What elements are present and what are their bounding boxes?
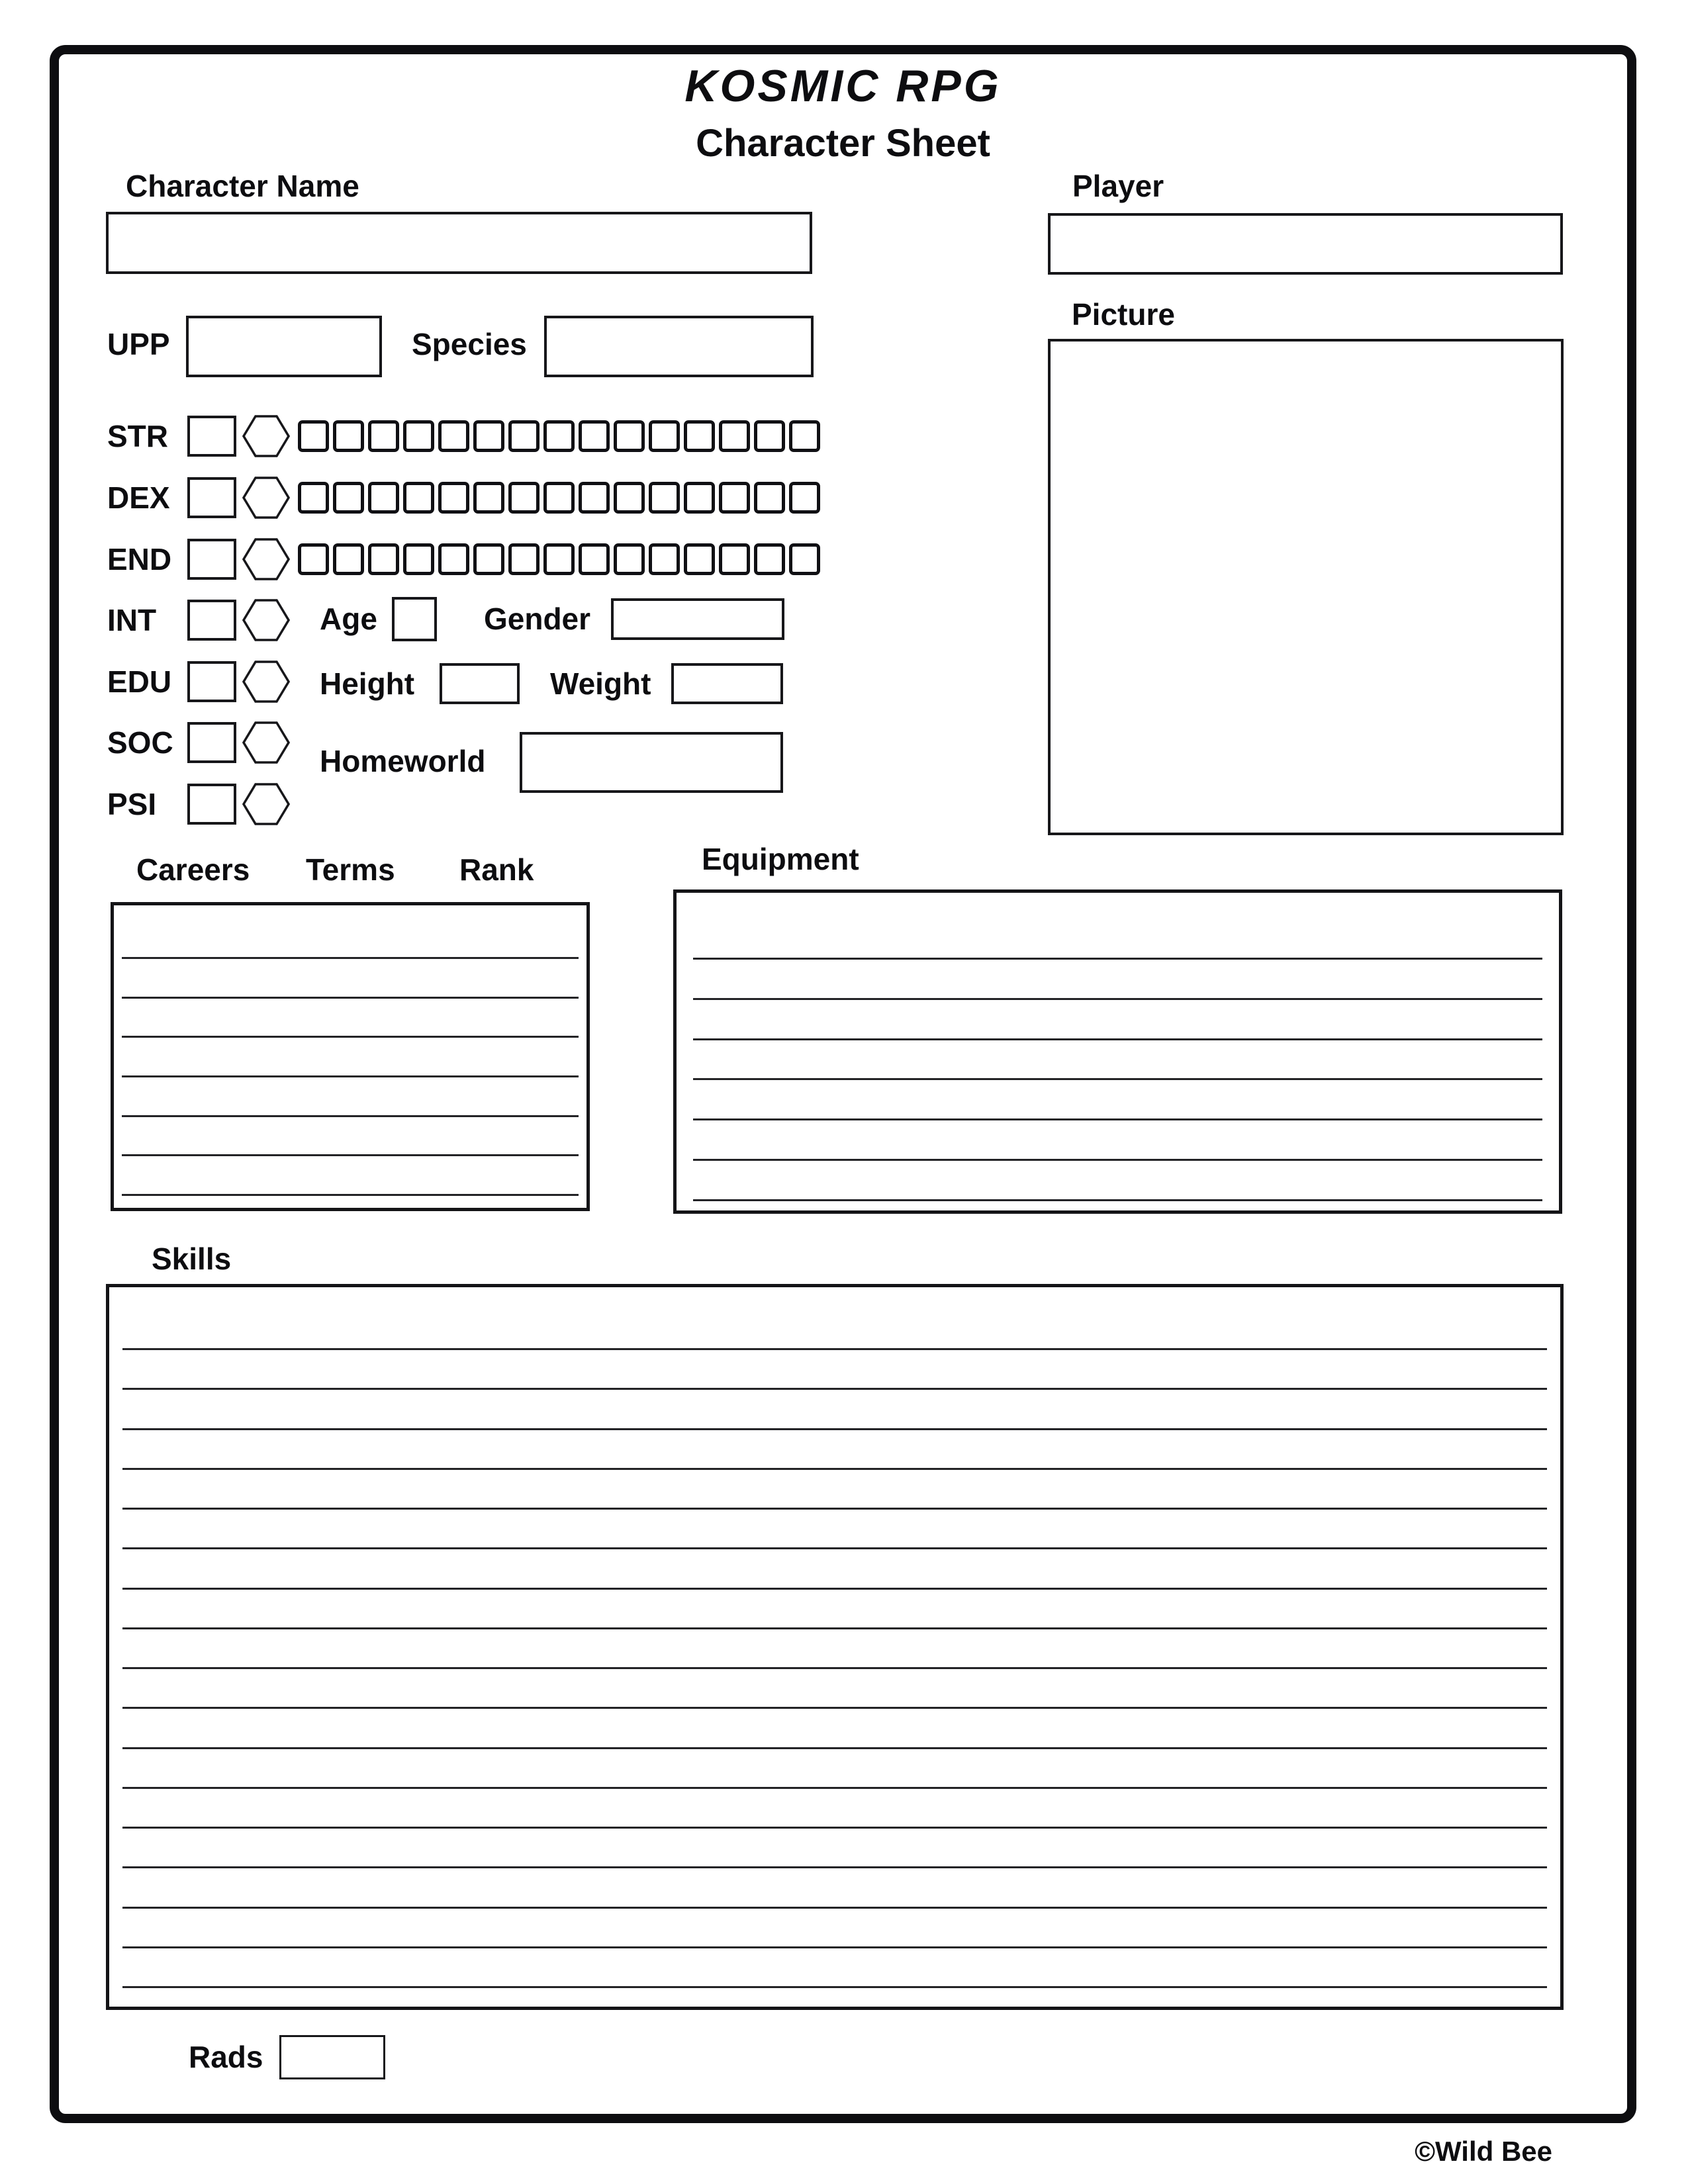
attribute-score-box[interactable] (187, 477, 236, 518)
damage-pip[interactable] (508, 543, 539, 575)
damage-pip[interactable] (789, 543, 820, 575)
damage-pip[interactable] (684, 420, 715, 452)
sheet-subtitle: Character Sheet (696, 122, 990, 165)
ruled-line (693, 1159, 1542, 1161)
damage-track (298, 482, 820, 514)
player-label: Player (1072, 169, 1164, 203)
ruled-line (122, 1547, 1547, 1549)
attribute-score-box[interactable] (187, 539, 236, 580)
rads-label: Rads (189, 2040, 263, 2074)
damage-pip[interactable] (754, 420, 785, 452)
skills-box[interactable] (106, 1284, 1564, 2010)
damage-pip[interactable] (579, 543, 610, 575)
attribute-score-box[interactable] (187, 784, 236, 825)
damage-pip[interactable] (754, 543, 785, 575)
damage-pip[interactable] (368, 482, 399, 514)
species-input[interactable] (544, 316, 814, 377)
damage-pip[interactable] (789, 420, 820, 452)
gender-label: Gender (484, 602, 591, 636)
attribute-row-int (107, 589, 298, 651)
picture-box[interactable] (1048, 339, 1564, 835)
gender-input[interactable] (611, 598, 784, 640)
copyright-text: ©Wild Bee (1415, 2136, 1552, 2167)
damage-pip[interactable] (298, 543, 329, 575)
age-input[interactable] (392, 597, 437, 641)
careers-header-terms: Terms (306, 852, 395, 887)
attribute-hex-box[interactable] (242, 414, 290, 458)
ruled-line (693, 1118, 1542, 1120)
equipment-label: Equipment (702, 842, 859, 876)
ruled-line (122, 1946, 1547, 1948)
upp-label: UPP (107, 327, 170, 361)
ruled-line (122, 1388, 1547, 1390)
damage-pip[interactable] (649, 420, 680, 452)
ruled-line (122, 1866, 1547, 1868)
skills-label: Skills (152, 1242, 232, 1276)
ruled-line (693, 1038, 1542, 1040)
attribute-row-dex (107, 467, 820, 528)
weight-input[interactable] (671, 663, 783, 704)
damage-pip[interactable] (579, 482, 610, 514)
character-name-label: Character Name (126, 169, 359, 203)
rads-input[interactable] (279, 2035, 385, 2079)
damage-pip[interactable] (403, 420, 434, 452)
damage-pip[interactable] (719, 543, 750, 575)
ruled-line (122, 1787, 1547, 1789)
ruled-line (122, 1986, 1547, 1988)
careers-box[interactable] (111, 902, 590, 1211)
damage-pip[interactable] (438, 543, 469, 575)
damage-pip[interactable] (333, 482, 364, 514)
damage-pip[interactable] (298, 420, 329, 452)
ruled-line (122, 1428, 1547, 1430)
attribute-label: INT (107, 602, 157, 637)
damage-pip[interactable] (403, 482, 434, 514)
character-name-input[interactable] (106, 212, 812, 274)
damage-pip[interactable] (649, 543, 680, 575)
attribute-hex-box[interactable] (242, 721, 290, 764)
attribute-score-box[interactable] (187, 416, 236, 457)
ruled-line (122, 957, 579, 959)
attribute-label: STR (107, 418, 168, 453)
ruled-line (693, 998, 1542, 1000)
attribute-row-end (107, 528, 820, 590)
attribute-hex-box[interactable] (242, 598, 290, 642)
attribute-label: END (107, 541, 172, 576)
ruled-line (693, 1199, 1542, 1201)
damage-pip[interactable] (473, 543, 504, 575)
damage-pip[interactable] (719, 482, 750, 514)
ruled-line (122, 1627, 1547, 1629)
damage-pip[interactable] (438, 482, 469, 514)
ruled-line (122, 1154, 579, 1156)
ruled-line (693, 958, 1542, 960)
homeworld-input[interactable] (520, 732, 783, 793)
age-label: Age (320, 602, 377, 636)
picture-label: Picture (1072, 297, 1175, 332)
species-label: Species (412, 327, 527, 361)
ruled-line (122, 1707, 1547, 1709)
ruled-line (122, 1468, 1547, 1470)
ruled-line (122, 1667, 1547, 1669)
damage-pip[interactable] (614, 543, 645, 575)
ruled-line (122, 1907, 1547, 1909)
attribute-row-str (107, 405, 820, 467)
damage-pip[interactable] (543, 543, 575, 575)
damage-pip[interactable] (438, 420, 469, 452)
ruled-line (693, 1078, 1542, 1080)
damage-pip[interactable] (368, 543, 399, 575)
height-label: Height (320, 666, 415, 701)
damage-pip[interactable] (473, 482, 504, 514)
attribute-row-soc (107, 711, 298, 773)
damage-pip[interactable] (543, 482, 575, 514)
ruled-line (122, 1075, 579, 1077)
attribute-score-box[interactable] (187, 661, 236, 702)
damage-pip[interactable] (333, 420, 364, 452)
equipment-box[interactable] (673, 889, 1562, 1214)
attribute-label: SOC (107, 725, 173, 760)
attribute-label: DEX (107, 480, 170, 515)
upp-input[interactable] (186, 316, 382, 377)
ruled-line (122, 1036, 579, 1038)
damage-pip[interactable] (614, 482, 645, 514)
attribute-label: EDU (107, 664, 172, 699)
ruled-line (122, 1508, 1547, 1510)
weight-label: Weight (550, 666, 651, 701)
attribute-score-box[interactable] (187, 722, 236, 763)
ruled-line (122, 997, 579, 999)
careers-header-rank: Rank (459, 852, 534, 887)
damage-pip[interactable] (403, 543, 434, 575)
ruled-line (122, 1827, 1547, 1829)
attribute-hex-box[interactable] (242, 476, 290, 520)
attribute-hex-box[interactable] (242, 660, 290, 704)
damage-pip[interactable] (333, 543, 364, 575)
damage-track (298, 543, 820, 575)
damage-pip[interactable] (368, 420, 399, 452)
careers-header-careers: Careers (136, 852, 250, 887)
attribute-hex-box[interactable] (242, 782, 290, 826)
ruled-line (122, 1747, 1547, 1749)
player-input[interactable] (1048, 213, 1563, 275)
attribute-score-box[interactable] (187, 600, 236, 641)
damage-pip[interactable] (684, 543, 715, 575)
game-title: KOSMIC RPG (684, 61, 1002, 111)
ruled-line (122, 1348, 1547, 1350)
damage-pip[interactable] (508, 482, 539, 514)
attribute-label: PSI (107, 786, 157, 821)
homeworld-label: Homeworld (320, 744, 486, 778)
damage-pip[interactable] (508, 420, 539, 452)
damage-track (298, 420, 820, 452)
damage-pip[interactable] (579, 420, 610, 452)
ruled-line (122, 1194, 579, 1196)
damage-pip[interactable] (649, 482, 680, 514)
damage-pip[interactable] (543, 420, 575, 452)
damage-pip[interactable] (473, 420, 504, 452)
damage-pip[interactable] (754, 482, 785, 514)
damage-pip[interactable] (684, 482, 715, 514)
damage-pip[interactable] (719, 420, 750, 452)
attribute-hex-box[interactable] (242, 537, 290, 581)
attribute-row-edu (107, 651, 298, 712)
damage-pip[interactable] (789, 482, 820, 514)
ruled-line (122, 1588, 1547, 1590)
height-input[interactable] (440, 663, 520, 704)
attribute-row-psi (107, 773, 298, 835)
damage-pip[interactable] (614, 420, 645, 452)
ruled-line (122, 1115, 579, 1117)
damage-pip[interactable] (298, 482, 329, 514)
